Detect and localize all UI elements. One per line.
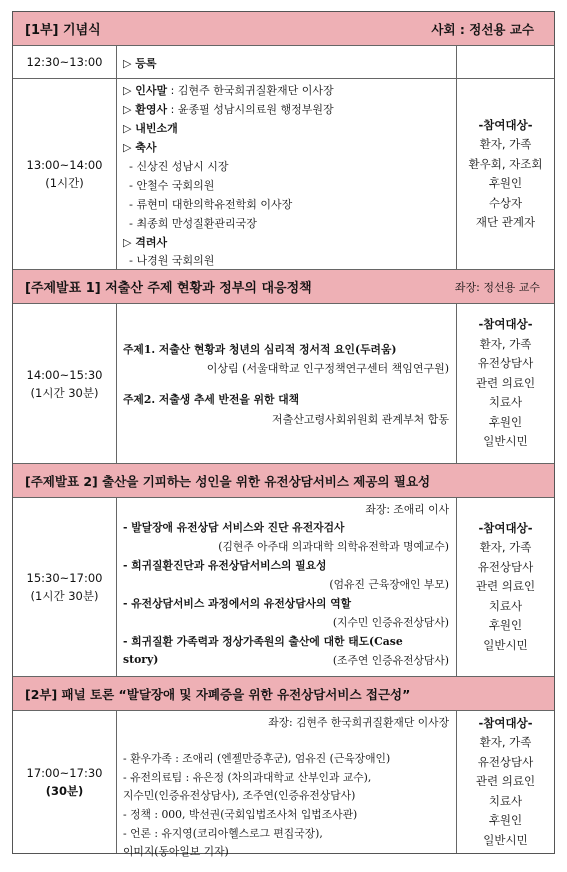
- part1-header: [13, 12, 554, 46]
- part2-header: [13, 677, 554, 711]
- congrats-item: - 안철수 국회의원: [129, 179, 215, 192]
- topic1-header: [13, 270, 554, 304]
- part1-title: [1부] 기념식: [25, 23, 101, 38]
- congrats-item: - 최종희 만성질환관리국장: [129, 217, 257, 230]
- panel-medical-cont: 지수민(인증유전상담사), 조주연(인증유전상담사): [123, 789, 356, 802]
- topic2-program: [117, 498, 455, 676]
- topic2-speaker4: (조주연 인증유전상담사): [332, 654, 449, 667]
- topic2-duration: (1시간 30분): [30, 589, 99, 603]
- topic2-time: 15:30~17:00: [26, 571, 103, 585]
- panel-press: - 언론 : 유지영(코리아헬스로그 편집국장),: [123, 827, 323, 840]
- part2-audience: -참여대상- 환자, 가족 유전상담사 관련 의료인 치료사 후원인 일반시민: [456, 711, 554, 853]
- topic1-title: [주제발표 1] 저출산 주제 현황과 정부의 대응정책: [25, 281, 312, 296]
- topic1-subject1: 주제1. 저출산 현황과 청년의 심리적 정서적 요인(두려움): [123, 343, 397, 356]
- greeting-line: ▷ 환영사 : 윤종필 성남시의료원 행정부원장: [123, 103, 334, 116]
- ceremony-time-cell: [13, 79, 117, 269]
- ceremony-duration: (1시간): [45, 176, 84, 190]
- registration-time: 12:30~13:00: [13, 46, 117, 78]
- encourage-line: ▷ 격려사: [123, 236, 168, 249]
- part2-title: [2부] 패널 토론 “발달장애 및 자폐증을 위한 유전상담서비스 접근성”: [25, 686, 411, 702]
- ceremony-audience: -참여대상- 환자, 가족 환우회, 자조회 후원인 수상자 재단 관계자: [456, 79, 554, 269]
- panel-families: - 환우가족 : 조애리 (엔젤만증후군), 엄유진 (근육장애인): [123, 752, 391, 765]
- part2-chair: 좌장: 김현주 한국희귀질환재단 이사장: [268, 716, 449, 729]
- part2-time: 17:00~17:30: [26, 766, 103, 780]
- panel-press-cont: 이미지(동아일보 기자): [123, 845, 229, 858]
- topic1-audience: -참여대상- 환자, 가족 유전상담사 관련 의료인 치료사 후원인 일반시민: [456, 304, 554, 463]
- panel-policy: - 정책 : 000, 박선권(국회입법조사처 입법조사관): [123, 808, 358, 821]
- topic1-duration: (1시간 30분): [30, 385, 99, 400]
- part2-program: [117, 711, 455, 858]
- topic2-speaker1: (김현주 아주대 의과대학 의학유전학과 명예교수): [218, 540, 449, 553]
- registration-row: [13, 46, 554, 79]
- topic1-speaker2: 저출산고령사회위원회 관계부처 합동: [271, 413, 449, 426]
- congrats-item: - 신상진 성남시 시장: [129, 160, 229, 173]
- topic2-item3: - 유전상담서비스 과정에서의 유전상담사의 역할: [123, 597, 352, 610]
- registration-text: ▷ 등록: [123, 57, 157, 70]
- ceremony-row: [13, 79, 554, 270]
- topic2-item2: - 희귀질환진단과 유전상담서비스의 필요성: [123, 559, 327, 572]
- ceremony-program: [117, 79, 455, 269]
- panel-medical: - 유전의료팀 : 유은정 (차의과대학교 산부인과 교수),: [123, 771, 372, 784]
- topic1-time: 14:00~15:30: [26, 367, 103, 382]
- topic2-speaker3: (지수민 인증유전상담사): [332, 616, 449, 629]
- topic1-speaker1: 이상림 (서울대학교 인구정책연구센터 책임연구원): [206, 362, 449, 375]
- guests-line: ▷ 내빈소개: [123, 122, 178, 135]
- topic2-row: [13, 498, 554, 677]
- topic2-header: [13, 464, 554, 498]
- topic2-speaker2: (엄유진 근육장애인 부모): [329, 578, 449, 591]
- topic1-row: [13, 304, 554, 464]
- schedule-table: [12, 11, 555, 858]
- topic2-item1: - 발달장애 유전상담 서비스와 진단 유전자검사: [123, 521, 345, 534]
- topic2-chair: 좌장: 조애리 이사: [365, 503, 449, 516]
- topic1-chair: 좌장: 정선용 교수: [454, 280, 540, 294]
- congrats-item: - 류현미 대한의학유전학회 이사장: [129, 198, 293, 211]
- topic1-subject2: 주제2. 저출생 추세 반전을 위한 대책: [123, 393, 300, 406]
- congrats-line: ▷ 축사: [123, 141, 157, 154]
- topic1-program: [117, 304, 455, 463]
- part2-duration: (30분): [45, 784, 84, 798]
- welcome-line: ▷ 인사말 : 김현주 한국희귀질환재단 이사장: [123, 84, 334, 97]
- ceremony-time: 13:00~14:00: [26, 158, 103, 172]
- part1-host: 사회 : 정선용 교수: [431, 21, 534, 37]
- encourage-item: - 나경원 국회의원: [129, 254, 215, 267]
- topic2-item4-cont: story): [123, 653, 159, 666]
- topic2-item4: - 희귀질환 가족력과 정상가족원의 출산에 대한 태도(Case: [123, 635, 403, 648]
- part2-row: [13, 711, 554, 858]
- topic2-audience: -참여대상- 환자, 가족 유전상담사 관련 의료인 치료사 후원인 일반시민: [456, 498, 554, 676]
- topic2-title: [주제발표 2] 출산을 기피하는 성인을 위한 유전상담서비스 제공의 필요성: [25, 473, 431, 489]
